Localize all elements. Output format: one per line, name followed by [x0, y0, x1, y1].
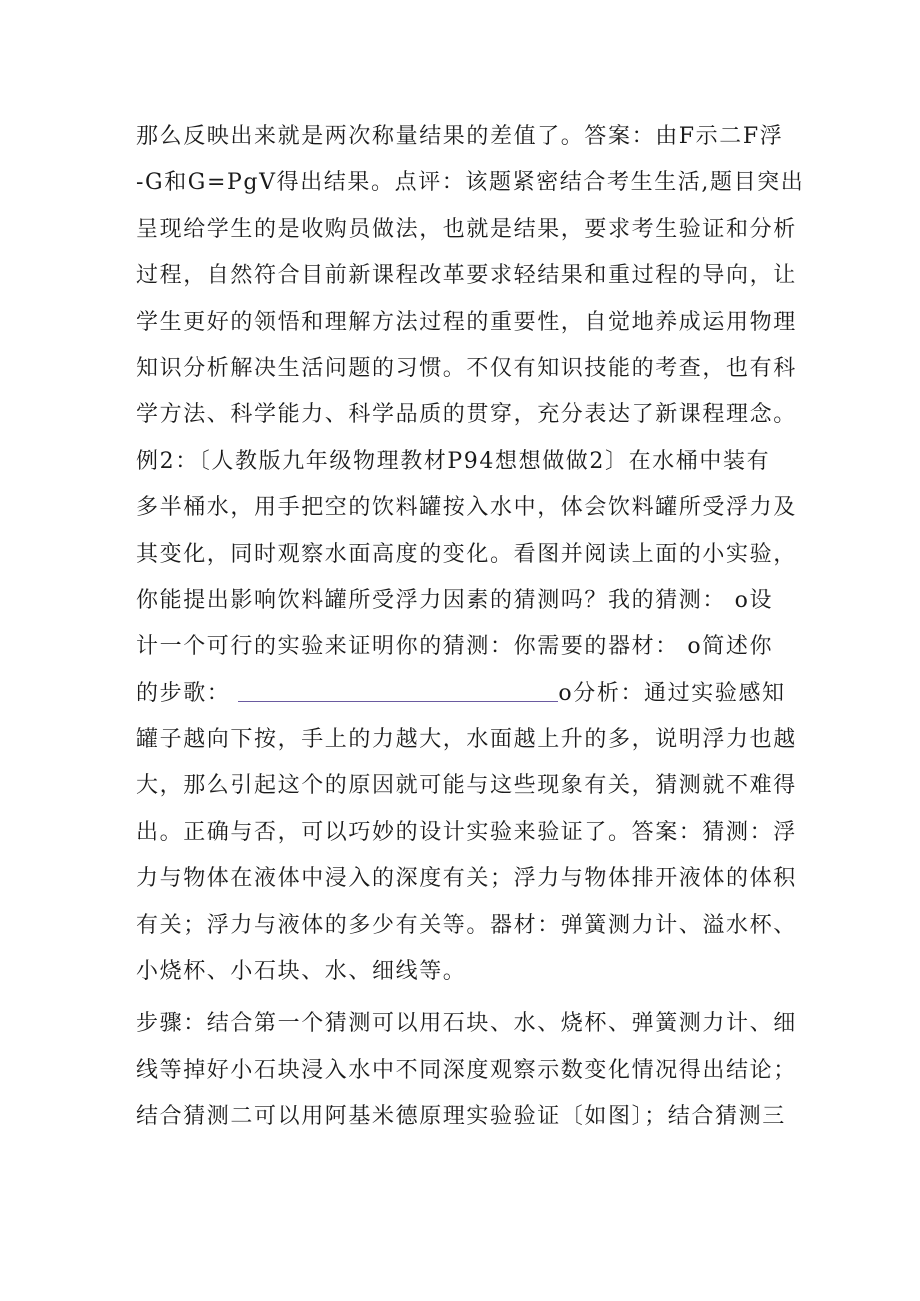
text-line-2: -G和G=PgV得出结果。点评：该题紧密结合考生生活,题目突出 [136, 170, 805, 196]
text-line-8: 例2：〔人教版九年级物理教材P94想想做做2〕在水桶中装有 [136, 448, 771, 474]
text-line-1: 那么反映出来就是两次称量结果的差值了。答案：由F示二F浮 [136, 124, 784, 149]
text-line-22: 结合猜测二可以用阿基米德原理实验验证〔如图〕；结合猜测三 [136, 1104, 786, 1130]
text-line-20: 步骤：结合第一个猜测可以用石块、水、烧杯、弹簧测力计、细 [136, 1011, 797, 1037]
text-line-4: 过程，自然符合目前新课程改革要求轻结果和重过程的导向，让 [136, 263, 797, 289]
text-line-17: 力与物体在液体中浸入的深度有关；浮力与物体排开液体的体积 [136, 866, 797, 892]
text-line-10: 其变化，同时观察水面高度的变化。看图并阅读上面的小实验， [136, 541, 797, 567]
text-line-21: 线等掉好小石块浸入水中不同深度观察示数变化情况得出结论； [136, 1057, 797, 1083]
text-line-9: 多半桶水，用手把空的饮料罐按入水中，体会饮料罐所受浮力及 [136, 495, 797, 521]
text-line-5: 学生更好的领悟和理解方法过程的重要性，自觉地养成运用物理 [136, 309, 797, 335]
line-13-suffix: o分析：通过实验感知 [558, 680, 786, 706]
document-body [136, 114, 805, 1141]
text-line-3: 呈现给学生的是收购员做法，也就是结果，要求考生验证和分析 [136, 216, 797, 242]
text-line-18: 有关；浮力与液体的多少有关等。器材：弹簧测力计、溢水杯、 [136, 912, 797, 938]
text-line-6: 知识分析解决生活问题的习惯。不仅有知识技能的考查，也有科 [136, 355, 797, 381]
text-line-13 [136, 671, 796, 717]
text-line-14: 罐子越向下按，手上的力越大，水面越上升的多，说明浮力也越 [136, 727, 797, 753]
answer-blank-line [238, 679, 558, 702]
text-line-15: 大，那么引起这个的原因就可能与这些现象有关，猜测就不难得 [136, 773, 797, 799]
line-13-prefix: 的步歌： [136, 680, 231, 706]
text-line-16: 出。正确与否，可以巧妙的设计实验来验证了。答案：猜测：浮 [136, 819, 797, 845]
text-line-12: 计一个可行的实验来证明你的猜测：你需要的器材： o简述你 [136, 634, 774, 660]
text-line-19: 小烧杯、小石块、水、细线等。 [136, 959, 467, 985]
text-line-11: 你能提出影响饮料罐所受浮力因素的猜测吗？我的猜测： o设 [136, 587, 774, 613]
text-line-7: 学方法、科学能力、科学品质的贯穿，充分表达了新课程理念。 [136, 402, 797, 428]
